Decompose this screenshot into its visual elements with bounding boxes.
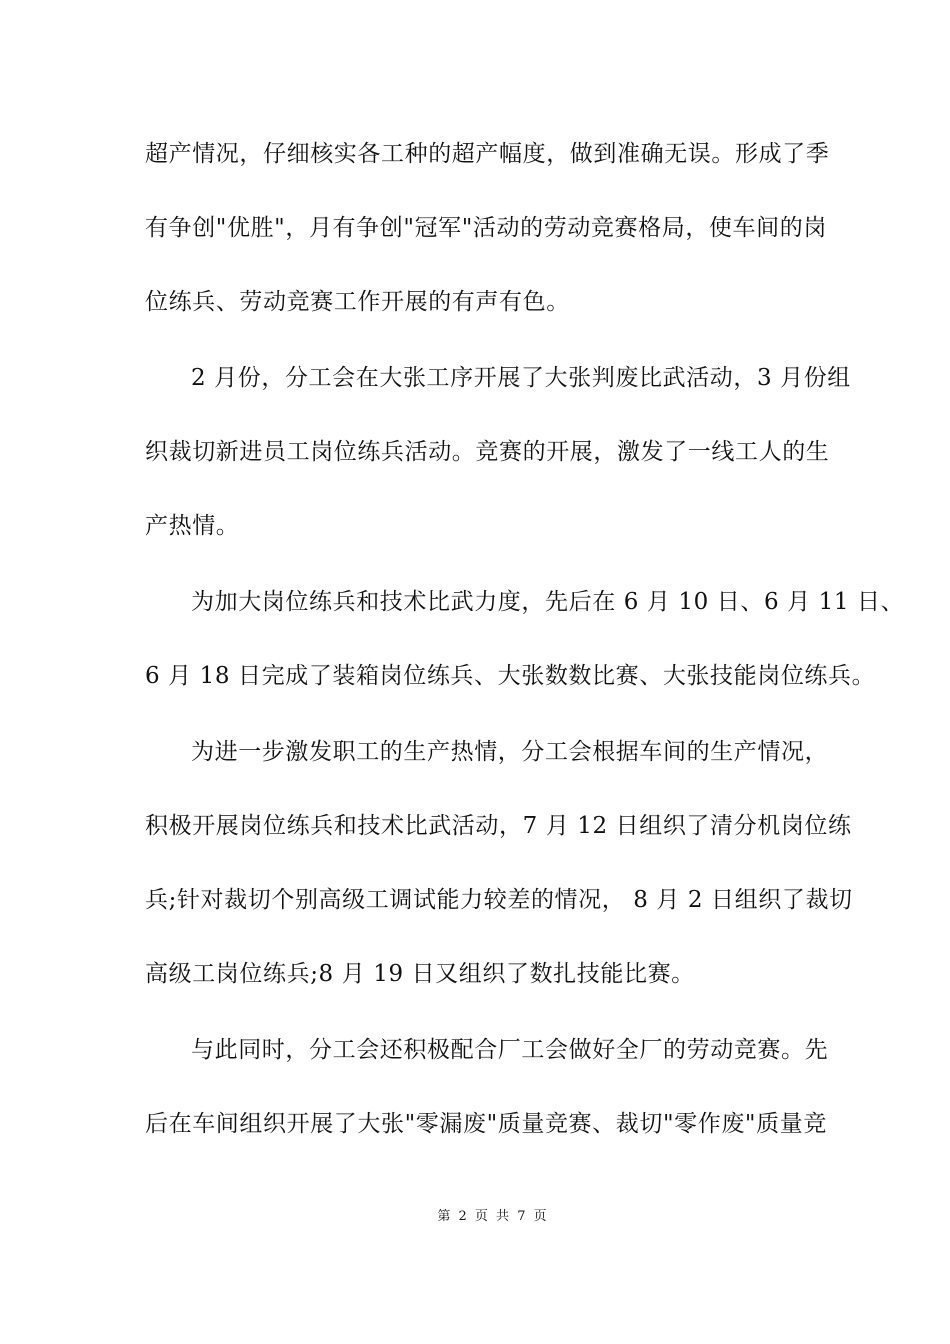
text-line-6: 产热情。 (145, 513, 240, 539)
text-line-11: 兵;针对裁切个别高级工调试能力较差的情况， 8 月 2 日组织了裁切 (145, 887, 853, 913)
text-line-4: 2 月份，分工会在大张工序开展了大张判废比武活动，3 月份组 (191, 365, 851, 391)
text-line-14: 后在车间组织开展了大张"零漏废"质量竞赛、裁切"零作废"质量竞 (145, 1111, 827, 1137)
page-number-footer: 第 2 页 共 7 页 (437, 1209, 549, 1224)
text-line-1: 超产情况，仔细核实各工种的超产幅度，做到准确无误。形成了季 (145, 141, 830, 167)
text-line-7: 为加大岗位练兵和技术比武力度，先后在 6 月 10 日、6 月 11 日、 (191, 589, 905, 615)
text-line-9: 为进一步激发职工的生产热情，分工会根据车间的生产情况， (191, 739, 829, 765)
text-line-2: 有争创"优胜"，月有争创"冠军"活动的劳动竞赛格局，使车间的岗 (145, 215, 827, 241)
text-line-12: 高级工岗位练兵;8 月 19 日又组织了数扎技能比赛。 (145, 961, 695, 987)
text-line-5: 织裁切新进员工岗位练兵活动。竞赛的开展，激发了一线工人的生 (145, 439, 830, 465)
text-line-3: 位练兵、劳动竞赛工作开展的有声有色。 (145, 289, 570, 315)
text-line-13: 与此同时，分工会还积极配合厂工会做好全厂的劳动竞赛。先 (191, 1037, 829, 1063)
text-line-8: 6 月 18 日完成了装箱岗位练兵、大张数数比赛、大张技能岗位练兵。 (145, 663, 876, 689)
text-line-10: 积极开展岗位练兵和技术比武活动，7 月 12 日组织了清分机岗位练 (145, 813, 852, 839)
